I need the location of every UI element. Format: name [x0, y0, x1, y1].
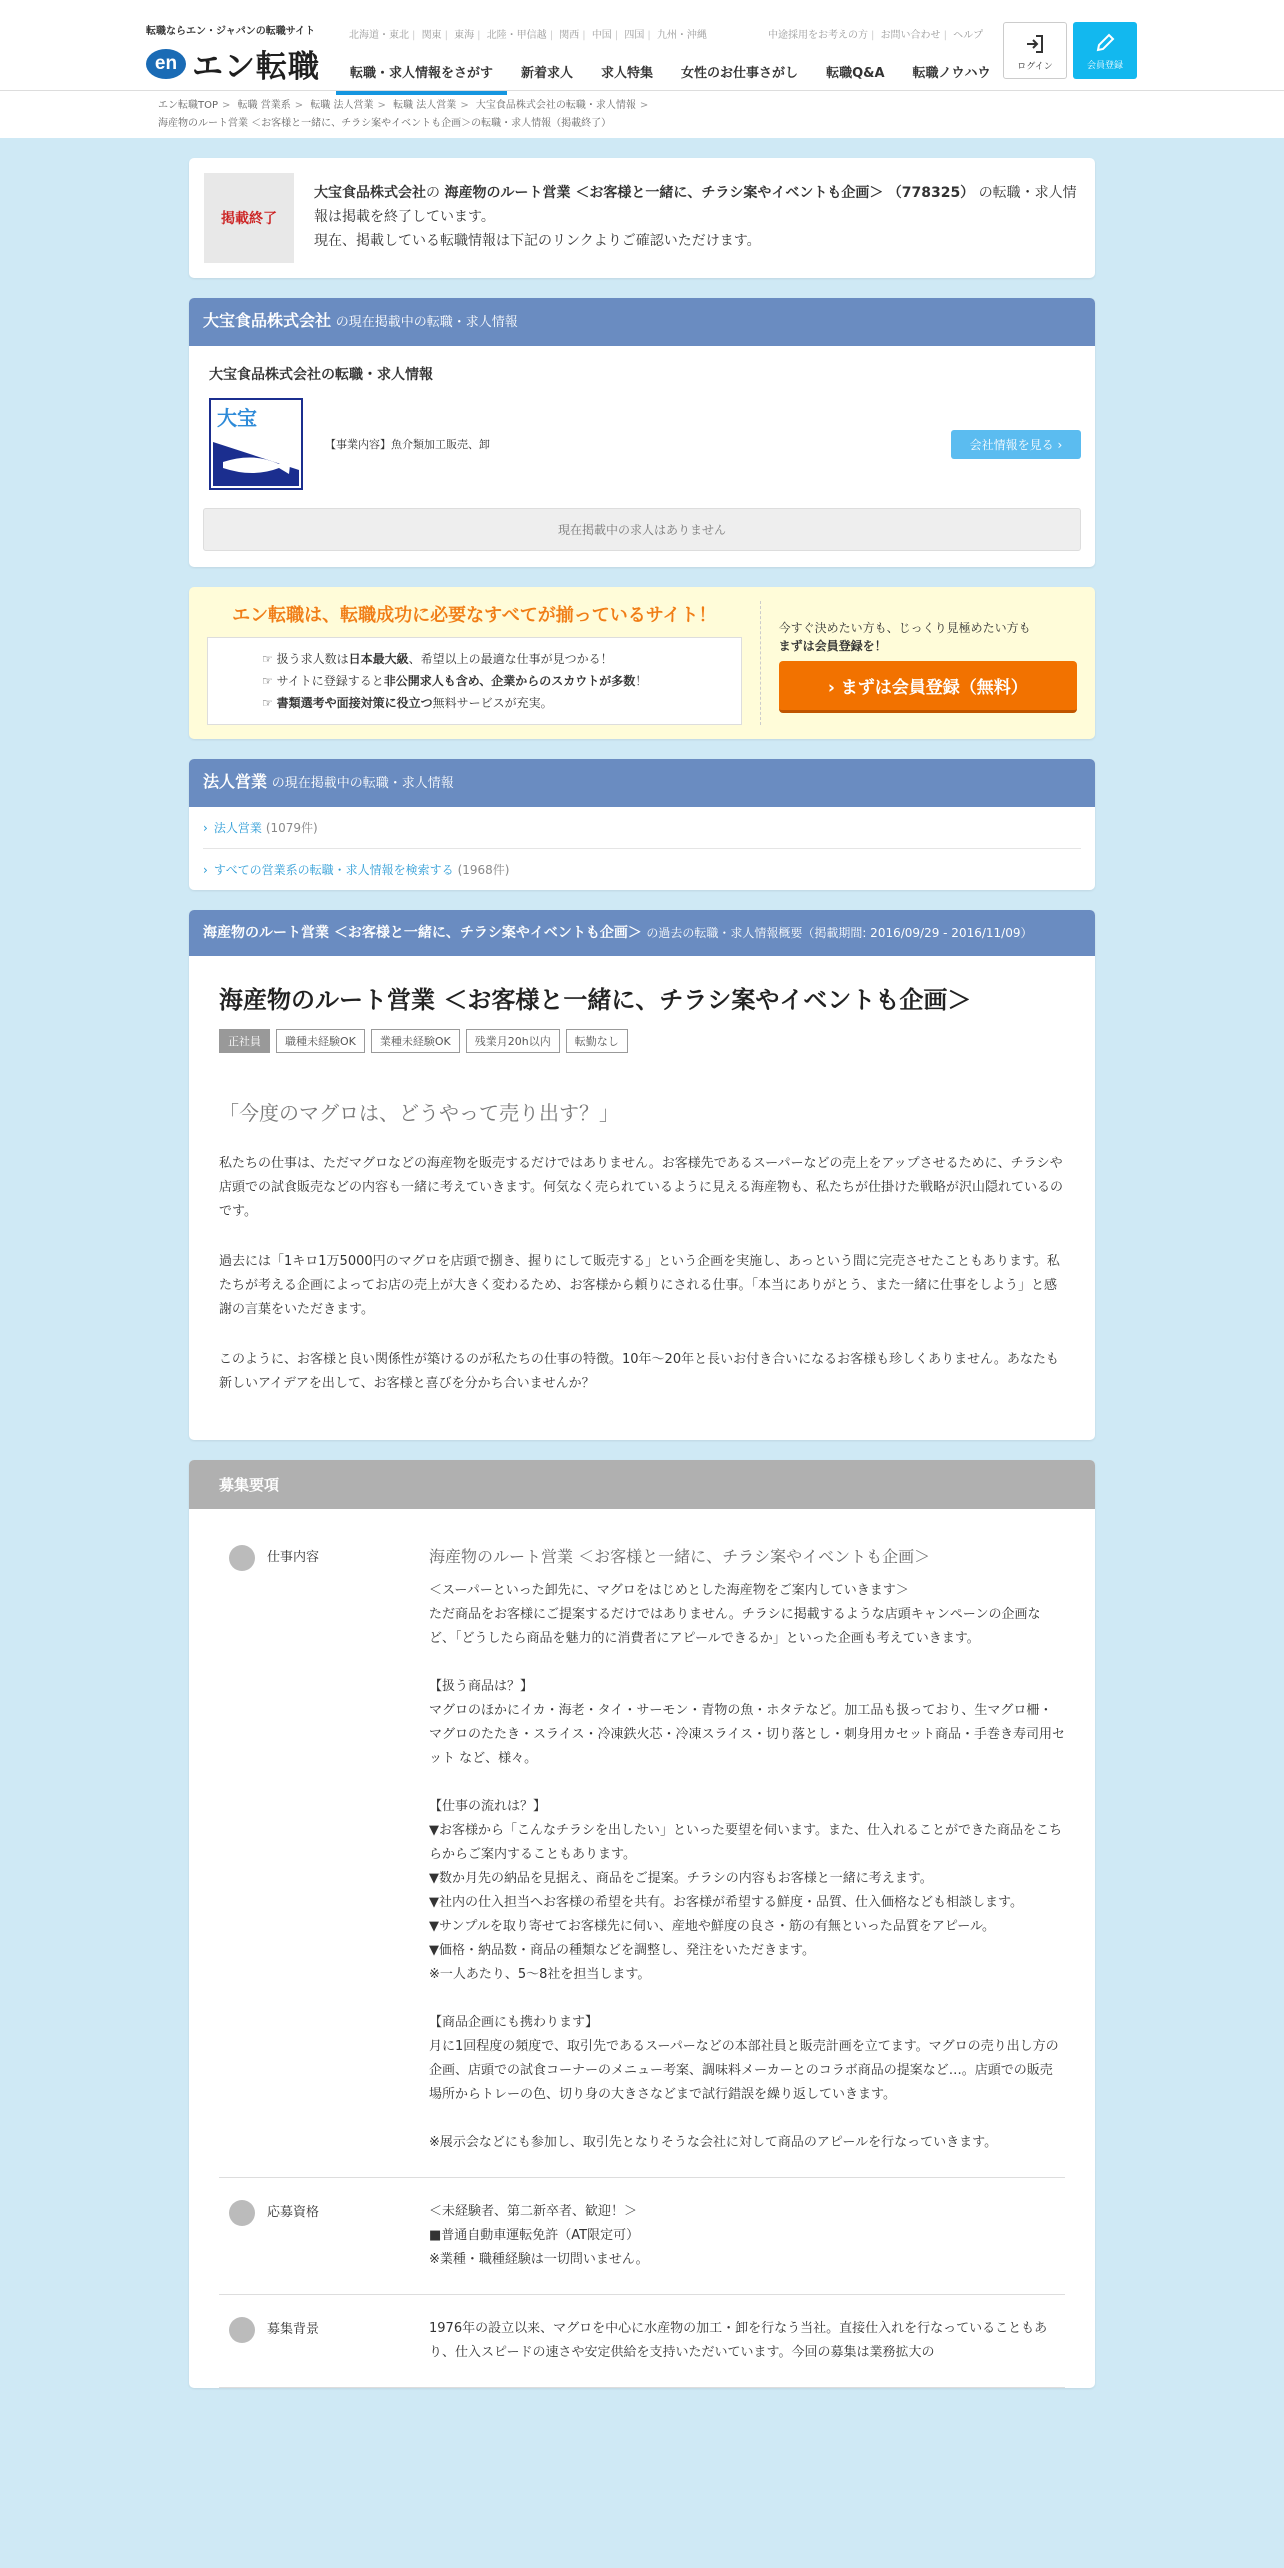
- category-count: (1079件): [265, 821, 318, 835]
- promo-item: [262, 670, 731, 692]
- breadcrumb-item[interactable]: エン転職TOP: [158, 100, 219, 111]
- requirement-value: [429, 2317, 1065, 2365]
- job-tag: 転勤なし: [566, 1029, 628, 1053]
- category-list: [189, 807, 1095, 890]
- category-item[interactable]: [203, 849, 1081, 890]
- ended-badge: 掲載終了: [204, 173, 294, 263]
- requirements-table: [189, 1509, 1095, 2388]
- logo-en-mark: en: [146, 49, 186, 79]
- company-box: [189, 346, 1095, 567]
- category-section-header: [189, 759, 1095, 807]
- pointing-hand-icon: ☞: [262, 696, 277, 710]
- requirement-row: [219, 2295, 1065, 2388]
- category-item[interactable]: [203, 807, 1081, 849]
- company-logo-text: 大宝: [217, 406, 257, 430]
- ended-job-id: （778325）: [887, 185, 975, 201]
- job-body: [189, 956, 1095, 1440]
- tagline: 転職ならエン・ジャパンの転職サイト: [146, 26, 316, 37]
- signup-button[interactable]: [779, 661, 1077, 713]
- ended-job-title: 海産物のルート営業 ＜お客様と一緒に、チラシ案やイベントも企画＞: [444, 185, 884, 201]
- category-name: 法人営業: [203, 772, 268, 791]
- promo-banner: [189, 587, 1095, 739]
- job-paragraph: 私たちの仕事は、ただマグロなどの海産物を販売するだけではありません。お客様先であるスーパーなどの売上をアップさせるために、チラシや店頭での試食販売などの内容も一緒に考えていきます。何気なく売られているように見える海産物も、私たちが仕掛けた戦略が沢山隠れているのです。: [219, 1156, 1063, 1219]
- nav-features[interactable]: 求人特集: [601, 66, 654, 81]
- requirement-label-text: 仕事内容: [267, 1550, 320, 1565]
- category-link[interactable]: 法人営業: [213, 821, 262, 835]
- help-link[interactable]: ヘルプ: [953, 30, 984, 41]
- job-title: 海産物のルート営業 ＜お客様と一緒に、チラシ案やイベントも企画＞: [219, 986, 972, 1014]
- company-row: [203, 398, 1081, 490]
- breadcrumb-bar: [0, 90, 1284, 138]
- company-info-button[interactable]: [951, 430, 1081, 459]
- ended-particle: の: [426, 185, 440, 201]
- bookmark-icon: [229, 2200, 255, 2226]
- requirements-header: 募集要項: [189, 1460, 1095, 1509]
- requirement-text: ＜未経験者、第二新卒者、歓迎！＞ ■普通自動車運転免許（AT限定可） ※業種・職種経験は一切問いません。: [429, 2204, 649, 2267]
- chevron-right-icon: ›: [1057, 437, 1063, 452]
- job-section-header: [189, 910, 1095, 956]
- requirement-label-text: 募集背景: [267, 2322, 320, 2337]
- job-head-tail: の過去の転職・求人情報概要（掲載期間: 2016/09/29 - 2016/11/09）: [646, 926, 1033, 940]
- region-links: 北海道・東北 | 関東 | 東海 | 北陸・甲信越 | 関西 | 中国 | 四国 | 九州・沖縄: [349, 30, 707, 41]
- region-link[interactable]: 東海: [454, 30, 475, 41]
- promo-text: 扱う求人数は: [276, 652, 349, 666]
- job-tags: [219, 1029, 1065, 1053]
- requirement-text: ＜スーパーといった卸先に、マグロをはじめとした海産物をご案内していきます＞ ただ商品をお客様にご提案するだけではありません。チラシに掲載するような店頭キャンペーンの企画など、「どうしたら商品を魅力的に消費者にアピールできるか」といった企画も考えていきます。 【扱う商品は？】 マグロのほかにイカ・海老・タイ・サーモン・青物の魚・ホタテなど。加工品も扱っており、生マグロ柵・マグロのたたき・スライス・冷凍鉄火芯・冷凍スライス・切り落とし・刺身用カセット商品・手巻き寿司用セット など、様々。 【仕事の流れは？】 ▼お客様から「こんなチラシを出したい」といった要望を伺います。また、仕入れることができた商品をこちらからご案内することもあります。 ▼数か月先の納品を見据え、商品をご提案。チラシの内容もお客様と一緒に考えます。 ▼社内の仕入担当へお客様の希望を共有。お客様が希望する鮮度・品質、仕入価格なども相談します。 ▼サンプルを取り寄せてお客様先に伺い、産地や鮮度の良さ・筋の有無といった品質をアピール。 ▼価格・納品数・商品の種類などを調整し、発注をいただきます。 ※一人あたり、5〜8社を担当します。 【商品企画にも携わります】 月に1回程度の頻度で、取引先であるスーパーなどの本部社員と販売計画を立てます。マグロの売り出し方の企画、店頭での試食コーナーのメニュー考案、調味料メーカーとのコラボ商品の提案など…。店頭での販売場所からトレーの色、切り身の大きさなどまで試行錯誤を繰り返していきます。 ※展示会などにも参加し、取引先となりそうな会社に対して商品のアピールを行なっていきます。: [429, 1583, 1065, 2150]
- chevron-right-icon: ›: [827, 678, 841, 698]
- logo-text: エン転職: [192, 49, 320, 85]
- region-link[interactable]: 関東: [421, 30, 442, 41]
- promo-item: [262, 692, 731, 714]
- region-link[interactable]: 中国: [591, 30, 612, 41]
- nav-job-search[interactable]: 転職・求人情報をさがす: [336, 54, 507, 95]
- breadcrumb-item[interactable]: 転職 営業系: [237, 100, 291, 111]
- briefcase-icon: [229, 1545, 255, 1571]
- global-nav: [336, 54, 1005, 95]
- promo-bold: 書類選考や面接対策に役立つ: [276, 696, 433, 710]
- promo-right: [761, 601, 1077, 725]
- contact-link[interactable]: お問い合わせ: [880, 30, 941, 41]
- login-label: ログイン: [1017, 62, 1053, 72]
- pointing-hand-icon: ☞: [262, 652, 277, 666]
- chevron-right-icon: ›: [203, 863, 208, 877]
- region-link[interactable]: 北海道・東北: [349, 30, 409, 41]
- promo-right-line: 今すぐ決めたい方も、じっくり見極めたい方も: [778, 621, 1031, 635]
- promo-item: [262, 648, 731, 670]
- promo-text: 無料サービスが充実。: [432, 696, 553, 710]
- no-jobs-notice: 現在掲載中の求人はありません: [203, 508, 1081, 551]
- company-section-tail: の現在掲載中の転職・求人情報: [335, 315, 518, 330]
- site-header: [0, 0, 1284, 90]
- promo-title: エン転職は、転職成功に必要なすべてが揃っているサイト！: [232, 605, 717, 626]
- ended-line1: の転職・求人情報は掲載を終了しています。: [314, 185, 1077, 225]
- region-link[interactable]: 関西: [559, 30, 580, 41]
- breadcrumb-item[interactable]: 転職 法人営業: [310, 100, 374, 111]
- ended-notice: [189, 158, 1095, 278]
- promo-list: [207, 637, 742, 725]
- job-tag: 業種未経験OK: [371, 1029, 460, 1053]
- utility-links: 中途採用をお考えの方 | お問い合わせ | ヘルプ: [768, 30, 984, 41]
- requirement-label: [219, 1545, 429, 2155]
- recruiter-link[interactable]: 中途採用をお考えの方: [768, 30, 868, 41]
- promo-right-bold: まずは会員登録を！: [778, 639, 887, 653]
- site-logo[interactable]: [146, 41, 320, 86]
- nav-qa[interactable]: 転職Q&A: [826, 66, 885, 81]
- job-tag: 職種未経験OK: [276, 1029, 365, 1053]
- people-icon: [229, 2317, 255, 2343]
- nav-knowhow[interactable]: 転職ノウハウ: [912, 66, 991, 81]
- promo-bold: 日本最大級: [348, 652, 409, 666]
- promo-text: サイトに登録すると: [276, 674, 384, 688]
- ended-line2: 現在、掲載している転職情報は下記のリンクよりご確認いただけます。: [314, 233, 761, 249]
- requirement-row: [219, 2178, 1065, 2295]
- pointing-hand-icon: ☞: [262, 674, 277, 688]
- category-link[interactable]: すべての営業系の転職・求人情報を検索する: [213, 863, 454, 877]
- requirement-label: [219, 2317, 429, 2365]
- category-section: [189, 759, 1095, 890]
- requirements-section: [189, 1460, 1095, 2388]
- company-info-label: 会社情報を見る: [969, 437, 1054, 452]
- requirement-text: 1976年の設立以来、マグロを中心に水産物の加工・卸を行なう当社。直接仕入れを行なっていることもあり、仕入スピードの速さや安定供給を支持いただいています。今回の募集は業務拡大の: [429, 2321, 1048, 2360]
- logo-area[interactable]: [146, 22, 320, 86]
- requirement-label-text: 応募資格: [267, 2205, 320, 2220]
- region-link[interactable]: 九州・沖縄: [656, 30, 707, 41]
- register-label: 会員登録: [1086, 61, 1123, 71]
- register-button[interactable]: [1073, 22, 1137, 79]
- breadcrumb-item[interactable]: 転職 法人営業: [393, 100, 457, 111]
- promo-text: ！: [635, 674, 648, 688]
- requirement-value: [429, 1545, 1065, 2155]
- company-section-header: [189, 298, 1095, 346]
- chevron-right-icon: ›: [203, 821, 208, 835]
- breadcrumb-item[interactable]: 大宝食品株式会社の転職・求人情報: [475, 100, 636, 111]
- main-content: [189, 138, 1095, 2388]
- fish-logo-icon: [213, 434, 299, 486]
- job-paragraph: このように、お客様と良い関係性が築けるのが私たちの仕事の特徴。10年〜20年と長いお付き合いになるお客様も珍しくありません。あなたも新しいアイデアを出して、お客様と喜びを分かち合いませんか？: [219, 1352, 1059, 1391]
- signup-label: まずは会員登録（無料）: [840, 678, 1028, 698]
- login-icon: [1024, 33, 1046, 55]
- job-catchcopy: 「今度のマグロは、どうやって売り出す？」: [219, 1101, 619, 1125]
- job-tag: 残業月20h以内: [466, 1029, 560, 1053]
- business-description: 【事業内容】魚介類加工販売、卸: [325, 438, 490, 451]
- nav-women-jobs[interactable]: 女性のお仕事さがし: [681, 66, 799, 81]
- company-title: 大宝食品株式会社の転職・求人情報: [209, 367, 433, 383]
- promo-right-text: [779, 619, 1077, 655]
- promo-bold: 非公開求人も含め、企業からのスカウトが多数: [383, 674, 636, 688]
- requirement-row: [219, 1523, 1065, 2178]
- job-section: [189, 910, 1095, 1440]
- breadcrumb-current: 海産物のルート営業 ＜お客様と一緒に、チラシ案やイベントも企画＞の転職・求人情報（掲載終了）: [158, 118, 612, 129]
- promo-left: [207, 601, 761, 725]
- breadcrumb: エン転職TOP > 転職 営業系 > 転職 法人営業 > 転職 法人営業 > 大宝食品株式会社の転職・求人情報 > 海産物のルート営業 ＜お客様と一緒に、チラシ案やイベントも企画＞の転職・求人情報（掲載終了）: [158, 100, 649, 129]
- company-section: [189, 298, 1095, 567]
- category-count: (1968件): [457, 863, 510, 877]
- job-paragraph: 過去には「1キロ1万5000円のマグロを店頭で捌き、握りにして販売する」という企画を実施し、あっという間に完売させたこともあります。私たちが考える企画によってお店の売上が大きく変わるため、お客様から頼りにされる仕事。「本当にありがとう、また一緒に仕事をしよう」と感謝の言葉をいただきます。: [219, 1254, 1060, 1317]
- company-logo[interactable]: [209, 398, 303, 490]
- pencil-icon: [1094, 32, 1116, 54]
- job-tag: 正社員: [219, 1029, 270, 1053]
- requirement-label: [219, 2200, 429, 2272]
- category-tail: の現在掲載中の転職・求人情報: [271, 776, 454, 791]
- ended-message: [314, 173, 1080, 263]
- promo-text: 、希望以上の最適な仕事が見つかる！: [408, 652, 613, 666]
- ended-company: 大宝食品株式会社: [314, 185, 426, 201]
- region-link[interactable]: 北陸・甲信越: [486, 30, 547, 41]
- company-section-name: 大宝食品株式会社: [203, 311, 332, 330]
- login-button[interactable]: [1003, 22, 1067, 79]
- requirement-subtitle: 海産物のルート営業 ＜お客様と一緒に、チラシ案やイベントも企画＞: [429, 1547, 931, 1566]
- job-head-name: 海産物のルート営業 ＜お客様と一緒に、チラシ案やイベントも企画＞: [203, 925, 642, 941]
- requirement-value: [429, 2200, 1065, 2272]
- nav-new-jobs[interactable]: 新着求人: [521, 66, 574, 81]
- region-link[interactable]: 四国: [624, 30, 645, 41]
